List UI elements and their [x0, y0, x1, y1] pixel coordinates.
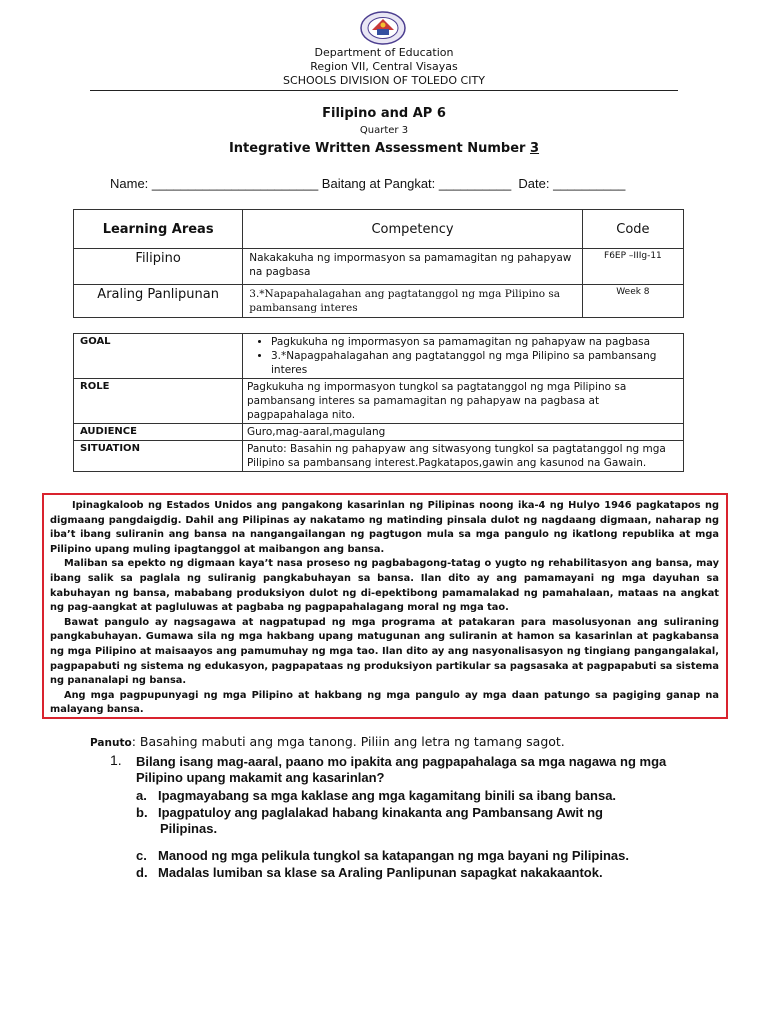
assessment-title-text: Integrative Written Assessment Number [228, 141, 530, 156]
table-row [74, 424, 684, 441]
reading-passage-box [42, 493, 728, 719]
department-name: Department of Education [314, 46, 454, 59]
option-letter: d. [136, 865, 148, 880]
header-competency: Competency [243, 210, 583, 249]
option-c[interactable] [136, 848, 696, 864]
goal-label: GOAL [74, 334, 243, 379]
competency-header-row [74, 210, 684, 249]
instructions-text: : Basahing mabuti ang mga tanong. Piliin ang letra ng tamang sagot. [131, 734, 565, 749]
list-item: • 3.*Napagpahalagahan ang pagtatanggol ng mga Pilipino sa pambansang interes [271, 349, 679, 377]
student-info-line: Name: _______________________ Baitang at Pangkat: __________ Date: __________ [110, 176, 626, 191]
assessment-title [0, 141, 768, 156]
option-d[interactable] [136, 865, 696, 881]
region-name: Region VII, Central Visayas [310, 60, 458, 73]
option-text: Madalas lumiban sa klase sa Araling Panlipunan sapagkat nakakaantok. [158, 865, 603, 880]
situation-label: SITUATION [74, 441, 243, 472]
audience-label: AUDIENCE [74, 424, 243, 441]
table-row [74, 441, 684, 472]
goal-cell [243, 334, 684, 379]
passage-paragraph: Ipinagkaloob ng Estados Unidos ang pangakong kasarinlan ng Pilipinas noong ika-4 ng Hulyo 1946 pagkatapos ng digmaang pangdaigdig. Dahil ang Pilipinas ay nakatamo ng matinding pinsala dulot ng nagdaang digmaan, naharap ng iba’t ibang suliranin ang bansa na nangangailangan ng pagtugon mula sa mga pangulo ng ikatlong republika at mga Pilipino upang muling ipagtanggol at maibangon ang bansa. [50, 500, 719, 555]
question-stem: Bilang isang mag-aaral, paano mo ipakita ang pagpapahalaga sa mga nagawa ng mga Pilipino upang makamit ang kasarinlan? [136, 754, 667, 785]
question-number: 1. [110, 752, 122, 768]
quarter-label: Quarter 3 [359, 125, 409, 136]
grasps-table [73, 333, 684, 472]
competency-cell: 3.*Napapahalagahan ang pagtatanggol ng mga Pilipino sa pambansang interes [243, 285, 583, 318]
question-instructions [90, 734, 565, 749]
option-a[interactable] [136, 788, 696, 804]
learning-area-cell: Araling Panlipunan [74, 285, 243, 318]
option-text: Manood ng mga pelikula tungkol sa katapangan ng mga bayani ng Pilipinas. [158, 848, 629, 863]
table-row [74, 249, 684, 285]
table-row [74, 379, 684, 424]
option-text: Ipagpatuloy ang paglalakad habang kinakanta ang Pambansang Awit ng [158, 805, 603, 820]
division-name: SCHOOLS DIVISION OF TOLEDO CITY [283, 74, 485, 87]
passage-paragraph: Maliban sa epekto ng digmaan kaya’t nasa proseso ng pagbabagong-tatag o yugto ng rehabilitasyon ang bansa, may ibang salik sa paglala ng suliranig pangkabuhayan sa bansa. Ilan dito ay ang pamamayani ng mga dayuhan sa kabuhayan ng bansa, mababang produksiyon dulot ng di-epektibong pamamalakad ng pamahalaan, mataas na angkat ng pag-aangkat at pagluluwas at pagbaba ng pagpapahalagang moral ng mga tao. [50, 558, 719, 614]
subject-title: Filipino and AP 6 [322, 106, 446, 121]
option-letter: b. [136, 805, 148, 820]
code-cell: Week 8 [582, 285, 683, 318]
header-code: Code [582, 210, 683, 249]
passage-paragraph: Ang mga pagpupunyagi ng mga Pilipino at hakbang ng mga pangulo ay mga daan patungo sa pagiging ganap na malayang bansa. [50, 689, 719, 716]
option-text: Ipagmayabang sa mga kaklase ang mga kagamitang binili sa ibang bansa. [158, 788, 617, 803]
role-cell: Pagkukuha ng impormasyon tungkol sa pagtatanggol ng mga Pilipino sa pambansang interes sa pamamagitan ng pahapyaw na pagbasa at pagpapahalaga nito. [243, 379, 684, 424]
header-divider [90, 90, 678, 91]
list-item: • Pagkukuha ng impormasyon sa pamamagitan ng pahapyaw na pagbasa [271, 335, 679, 349]
option-text-continued: Pilipinas. [160, 821, 218, 836]
deped-seal-icon [358, 10, 408, 46]
option-letter: a. [136, 788, 147, 803]
competency-table [73, 209, 684, 318]
header-learning-areas: Learning Areas [74, 210, 243, 249]
assessment-number: 3 [529, 141, 540, 156]
situation-cell: Panuto: Basahin ng pahapyaw ang sitwasyong tungkol sa pagtatanggol ng mga Pilipino sa pambansang interest.Pagkatapos,gawin ang kasunod na Gawain. [243, 441, 684, 472]
competency-cell: Nakakakuha ng impormasyon sa pamamagitan ng pahapyaw na pagbasa [243, 249, 583, 285]
instructions-label: Panuto [90, 737, 132, 749]
table-row [74, 334, 684, 379]
role-label: ROLE [74, 379, 243, 424]
code-cell: F6EP –IIIg-11 [582, 249, 683, 285]
option-b[interactable] [136, 805, 696, 837]
goal-list [247, 335, 679, 377]
learning-area-cell: Filipino [74, 249, 243, 285]
table-row [74, 285, 684, 318]
option-letter: c. [136, 848, 147, 863]
passage-paragraph: Bawat pangulo ay nagsagawa at nagpatupad ng mga programa at patakaran para masolusyonan ang suliraning pangkabuhayan. Gumawa sila ng mga hakbang upang matugunan ang suliranin at hamon sa kasarinlan at pagkabansa ng mga Pilipino at maisaayos ang pamumuhay ng mga tao. Ilan dito ay ang nasyonalisasyon ng tingiang pangangalakal, pagpapabuti ng sistema ng edukasyon, pagpapataas ng produksiyon partikular sa pagsasaka at pagpapabuti sa sistema ng pananalapi ng bansa. [50, 616, 719, 687]
audience-cell: Guro,mag-aaral,magulang [243, 424, 684, 441]
